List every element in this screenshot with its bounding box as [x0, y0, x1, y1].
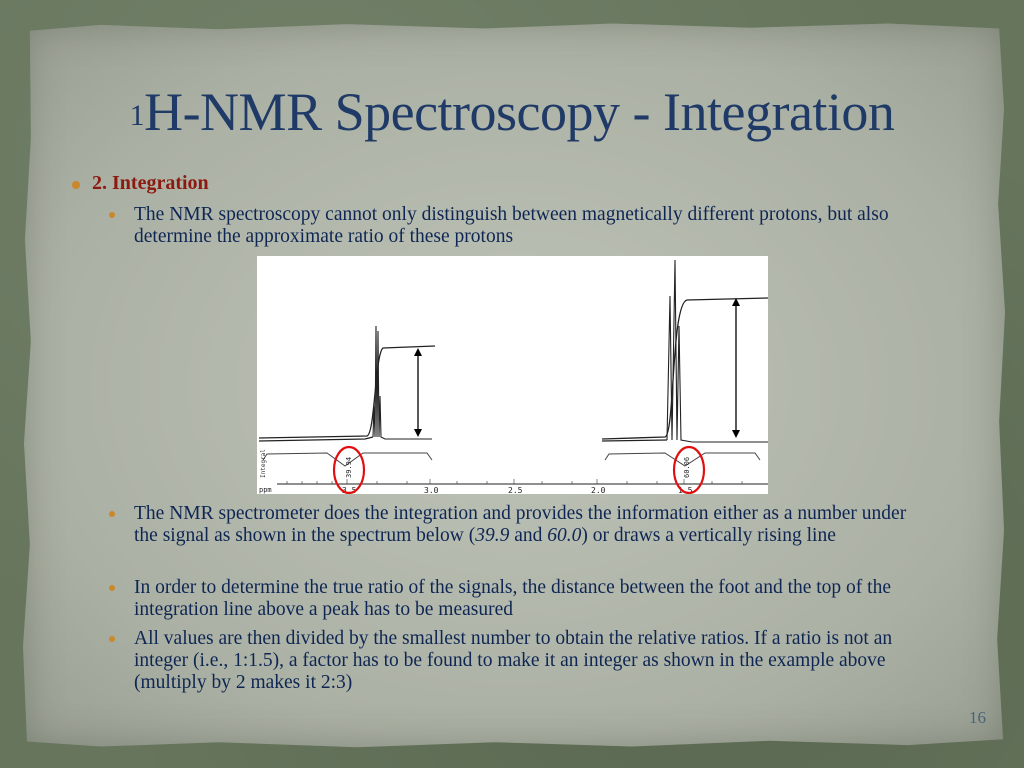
page-number: 16	[969, 708, 986, 727]
tick-label: 2.5	[508, 486, 523, 494]
bullet-3	[134, 577, 924, 621]
integral-curve-left	[259, 346, 435, 438]
integral-value-right: 60.06	[683, 456, 691, 478]
integral-value-left: 39.94	[345, 456, 353, 478]
title-superscript: 1	[129, 99, 145, 132]
peak-group-left	[373, 326, 432, 439]
bullet-heading	[92, 172, 922, 195]
bullet-2-text-pre: The NMR spectrometer does the integration and provides the information either as a number under the signal as shown in the spectrum below (	[134, 503, 907, 546]
bullet-dot-icon	[109, 636, 115, 642]
bullet-2-text-post: ) or draws a vertically rising line	[581, 525, 836, 546]
axis-minor-ticks	[287, 479, 742, 484]
bullet-3-text: In order to determine the true ratio of the signals, the distance between the foot and the top of the integration line above a peak has to be measured	[134, 577, 891, 620]
arrowhead-up-icon	[414, 348, 422, 356]
integral-value-39-9: 39.9	[475, 525, 510, 546]
bullet-list	[92, 172, 922, 195]
bullet-2	[134, 503, 924, 547]
bullet-1	[134, 204, 924, 248]
bullet-4	[134, 628, 924, 694]
peak-group-right	[667, 260, 768, 442]
axis-unit-label: ppm	[259, 486, 272, 494]
bullet-2-text-mid: and	[509, 525, 548, 546]
integral-value-60-0: 60.0	[547, 525, 582, 546]
title-text: H-NMR Spectroscopy - Integration	[144, 82, 895, 142]
bullet-1-text: The NMR spectroscopy cannot only distinguish between magnetically different protons, but also determine the approximate ratio of these protons	[134, 204, 889, 247]
tick-label: 3.0	[424, 486, 439, 494]
spectrum-svg	[257, 256, 768, 494]
bullet-4-text: All values are then divided by the smallest number to obtain the relative ratios. If a ratio is not an integer (i.e., 1:1.5), a factor has to be found to make it an integer as shown in the example above (multiply by 2 makes it 2:3)	[134, 628, 893, 693]
bullet-dot-icon	[72, 181, 80, 189]
bullet-dot-icon	[109, 212, 115, 218]
nmr-spectrum	[257, 256, 768, 494]
slide-title	[0, 80, 1024, 144]
heading-text: 2. Integration	[92, 172, 209, 194]
tick-label: 2.0	[591, 486, 606, 494]
arrowhead-down-icon	[414, 429, 422, 437]
tick-label: 1.5	[678, 486, 693, 494]
integral-curve-right	[602, 298, 768, 439]
arrowhead-down-icon	[732, 430, 740, 438]
baseline-right	[602, 440, 667, 441]
axis-side-label: Integral	[260, 449, 267, 478]
tick-label: 3.5	[342, 486, 357, 494]
bullet-dot-icon	[109, 511, 115, 517]
bullet-dot-icon	[109, 585, 115, 591]
